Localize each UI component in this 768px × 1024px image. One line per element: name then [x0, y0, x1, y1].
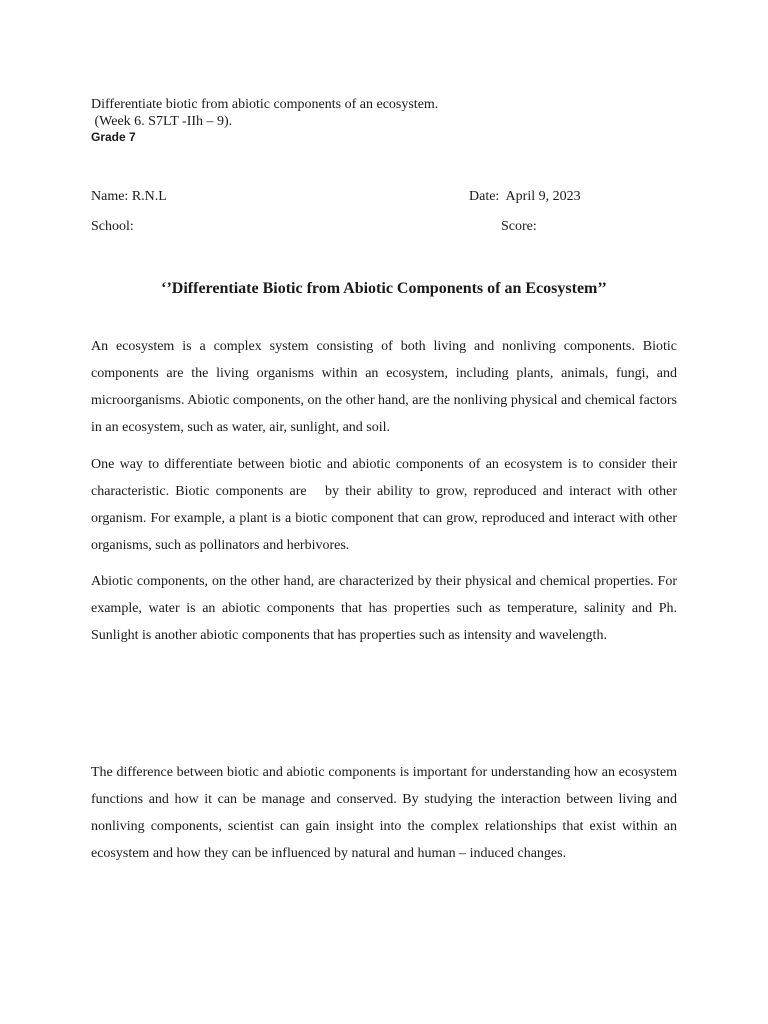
lesson-code: (Week 6. S7LT -IIh – 9). [91, 114, 233, 129]
date-field: Date: April 9, 2023 [469, 189, 581, 204]
paragraph-abiotic: Abiotic components, on the other hand, are characterized by their physical and chemical properties. For example, water is an abiotic components that has properties such as temperature, salinity and Ph. Sunlight is another abiotic components that has properties such as intensity and wavelength. [91, 574, 677, 643]
school-field: School: [91, 219, 134, 234]
lesson-objective: Differentiate biotic from abiotic components of an ecosystem. [91, 97, 439, 112]
paragraph-biotic: One way to differentiate between biotic and abiotic components of an ecosystem is to consider their characteristic. Biotic components are by their ability to grow, reproduced and interact with other organism. For example, a plant is a biotic component that can grow, reproduced and interact with other organisms, such as pollinators and herbivores. [91, 457, 681, 553]
score-field: Score: [501, 219, 537, 234]
document-title: ‘’Differentiate Biotic from Abiotic Components of an Ecosystem’’ [161, 280, 607, 297]
grade-level: Grade 7 [91, 130, 136, 144]
paragraph-conclusion: The difference between biotic and abiotic components is important for understanding how an ecosystem functions and how it can be manage and conserved. By studying the interaction between living and nonliving components, scientist can gain insight into the complex relationships that exist within an ecosystem and how they can be influenced by natural and human – induced changes. [91, 765, 677, 861]
name-field: Name: R.N.L [91, 189, 167, 204]
paragraph-intro: An ecosystem is a complex system consisting of both living and nonliving components. Biotic components are the living organisms within an ecosystem, including plants, animals, fungi, and microorganisms. Abiotic components, on the other hand, are the nonliving physical and chemical factors in an ecosystem, such as water, air, sunlight, and soil. [91, 339, 677, 435]
